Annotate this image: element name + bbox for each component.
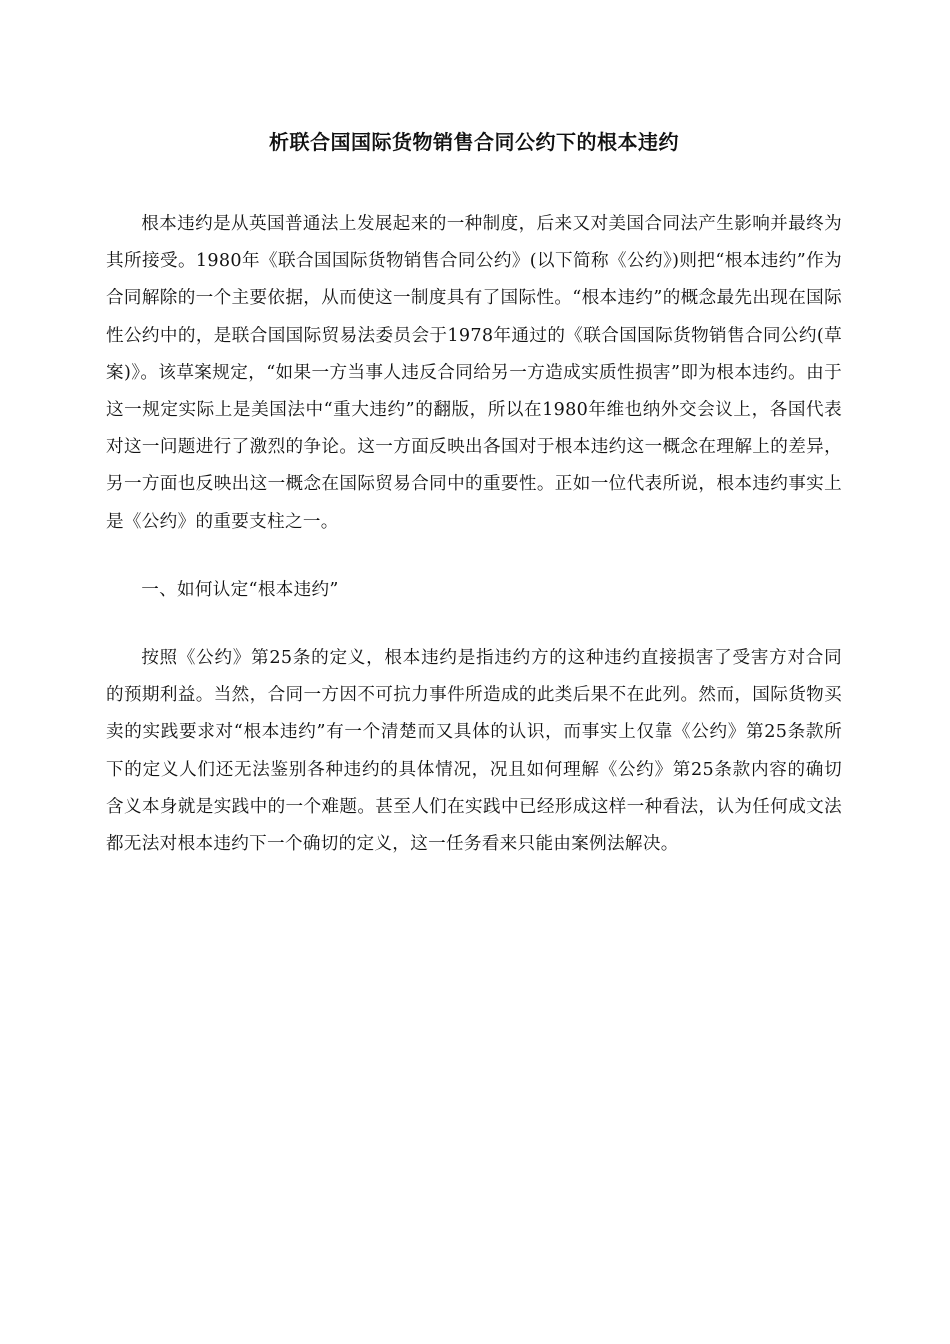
- section-heading-1: 一、如何认定“根本违约”: [141, 579, 339, 600]
- paragraph-introduction: 根本违约是从英国普通法上发展起来的一种制度，后来又对美国合同法产生影响并最终为其所接受。1980年《联合国国际货物销售合同公约》(以下简称《公约》)则把“根本违约”作为合同解除的一个主要依据，从而使这一制度具有了国际性。“根本违约”的概念最先出现在国际性公约中的，是联合国国际贸易法委员会于1978年通过的《联合国国际货物销售合同公约(草案)》。该草案规定，“如果一方当事人违反合同给另一方造成实质性损害”即为根本违约。由于这一规定实际上是美国法中“重大违约”的翻版，所以在1980年维也纳外交会议上，各国代表对这一问题进行了激烈的争论。这一方面反映出各国对于根本违约这一概念在理解上的差异，另一方面也反映出这一概念在国际贸易合同中的重要性。正如一位代表所说，根本违约事实上是《公约》的重要支柱之一。: [106, 214, 842, 532]
- paragraph-section-1: 按照《公约》第25条的定义，根本违约是指违约方的这种违约直接损害了受害方对合同的预期利益。当然，合同一方因不可抗力事件所造成的此类后果不在此列。然而，国际货物买卖的实践要求对“根本违约”有一个清楚而又具体的认识，而事实上仅靠《公约》第25条款所下的定义人们还无法鉴别各种违约的具体情况，况且如何理解《公约》第25条款内容的确切含义本身就是实践中的一个难题。甚至人们在实践中已经形成这样一种看法，认为任何成文法都无法对根本违约下一个确切的定义，这一任务看来只能由案例法解决。: [106, 648, 842, 855]
- document-title: 析联合国国际货物销售合同公约下的根本违约: [269, 130, 679, 154]
